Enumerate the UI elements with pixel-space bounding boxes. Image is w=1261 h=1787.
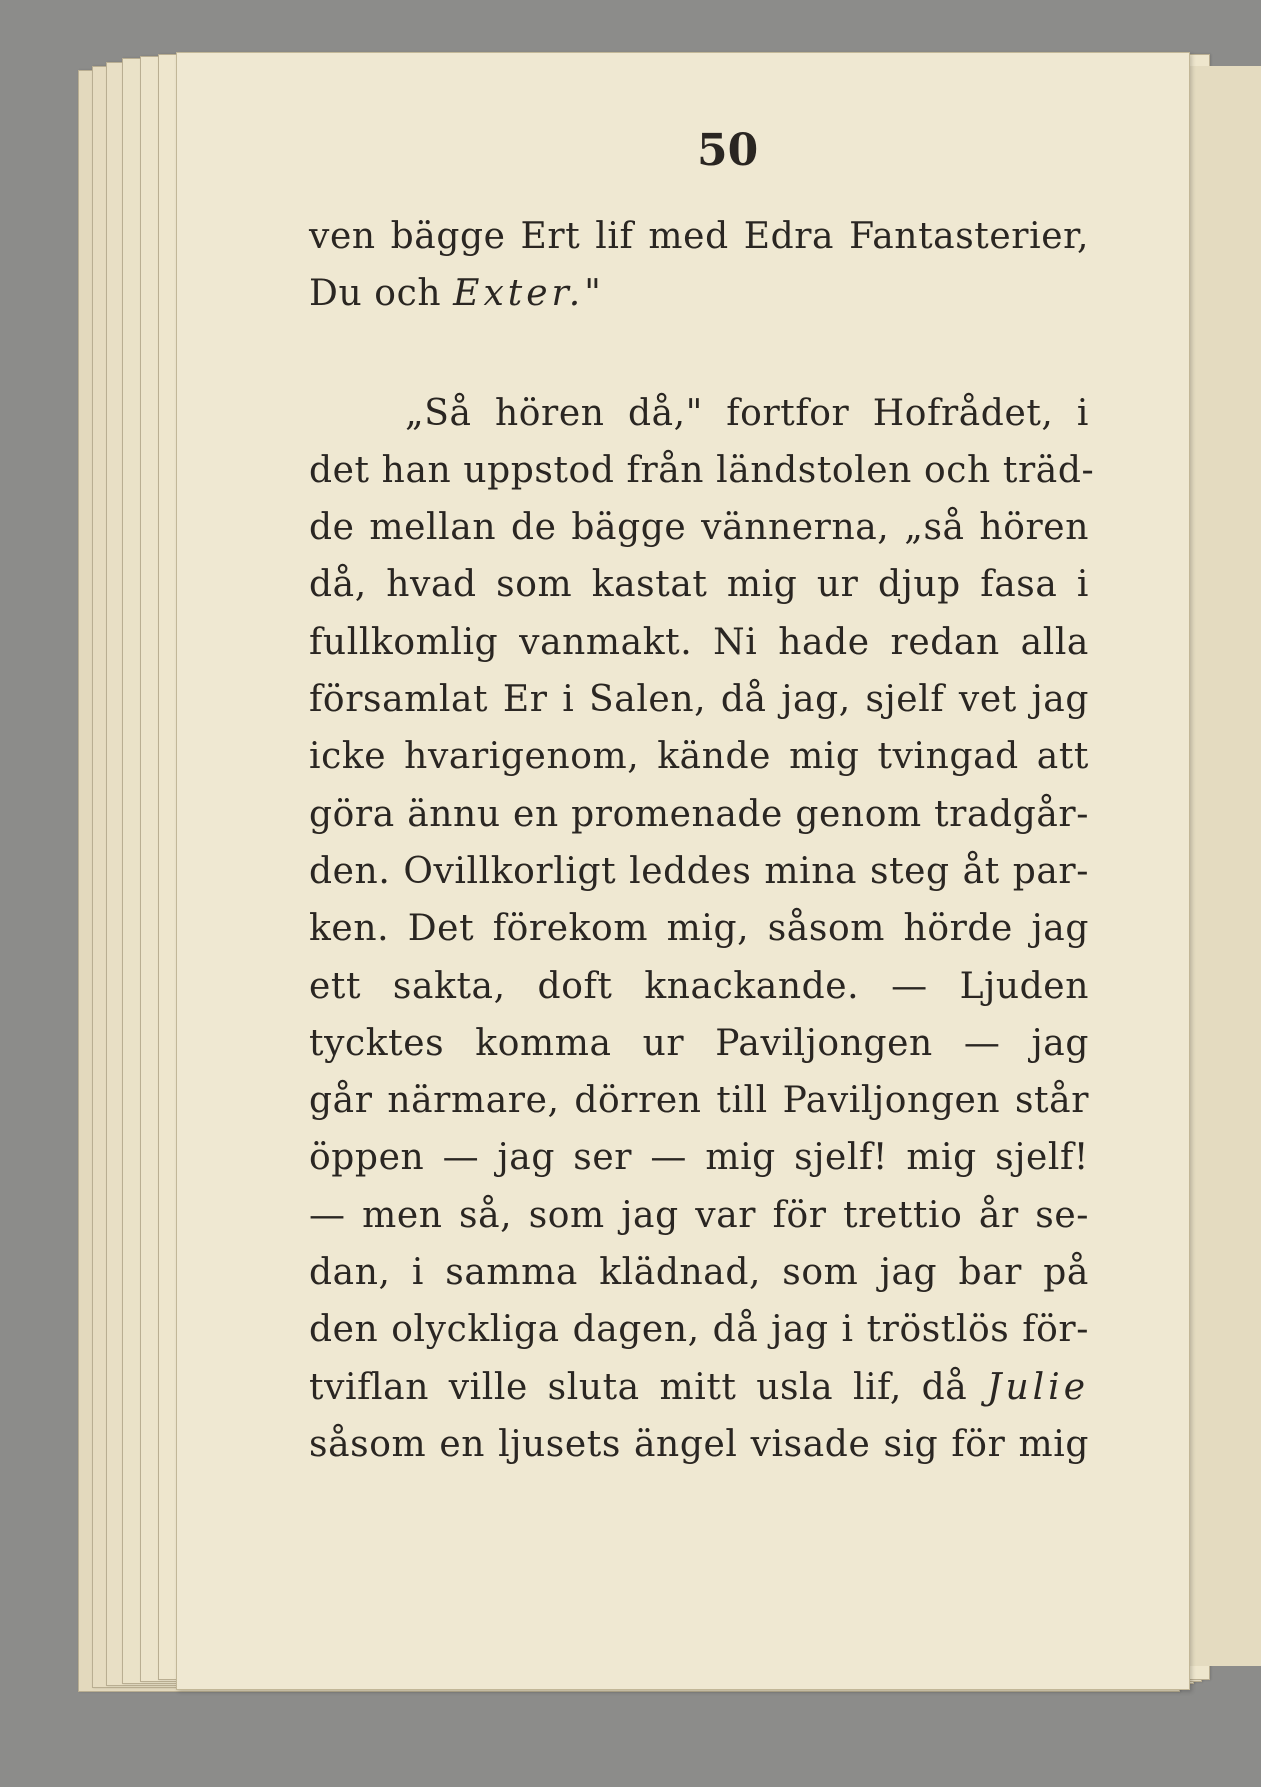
text-line: såsom en ljusets ängel visade sig för mig <box>309 1423 1089 1465</box>
text-line: icke hvarigenom, kände mig tvingad att <box>309 736 1089 778</box>
text-line: dan, i samma klädnad, som jag bar på <box>309 1252 1089 1294</box>
book-page <box>176 52 1190 1690</box>
text-line: det han uppstod från ländstolen och träd- <box>309 449 1095 491</box>
opposite-page <box>1188 66 1261 1666</box>
emphasized-name: Exter. <box>453 273 585 315</box>
text-line <box>309 265 1089 322</box>
emphasized-name: Julie <box>987 1366 1089 1408</box>
text-line: ken. Det förekom mig, såsom hörde jag <box>309 908 1089 950</box>
text-line: går närmare, dörren till Paviljongen står <box>309 1080 1089 1122</box>
text-line: — men så, som jag var för trettio år se- <box>309 1194 1089 1236</box>
text-line: „Så hören då," fortfor Hofrådet, i <box>405 392 1089 434</box>
text-line: öppen — jag ser — mig sjelf! mig sjelf! <box>309 1137 1089 1179</box>
text-line: ett sakta, doft knackande. — Ljuden <box>309 965 1089 1007</box>
text-line: den olyckliga dagen, då jag i tröstlös för- <box>309 1309 1089 1351</box>
text-line: ven bägge Ert lif med Edra Fantasterier, <box>309 216 1089 257</box>
page-number: 50 <box>697 125 759 176</box>
text-line: församlat Er i Salen, då jag, sjelf vet jag <box>309 679 1089 721</box>
text-segment: tviflan ville sluta mitt usla lif, då <box>309 1366 988 1408</box>
body-text <box>309 208 1095 1473</box>
text-line: då, hvad som kastat mig ur djup fasa i <box>309 564 1089 606</box>
text-line: fullkomlig vanmakt. Ni hade redan alla <box>309 621 1089 663</box>
text-segment: " <box>584 273 602 315</box>
text-line <box>309 1359 1089 1416</box>
text-line: de mellan de bägge vännerna, „så hören <box>309 507 1089 549</box>
text-line: tycktes komma ur Paviljongen — jag <box>309 1022 1089 1064</box>
text-line: den. Ovillkorligt leddes mina steg åt par- <box>309 850 1089 892</box>
text-line: göra ännu en promenade genom tradgår- <box>309 793 1089 835</box>
text-segment: Du och <box>309 273 454 315</box>
